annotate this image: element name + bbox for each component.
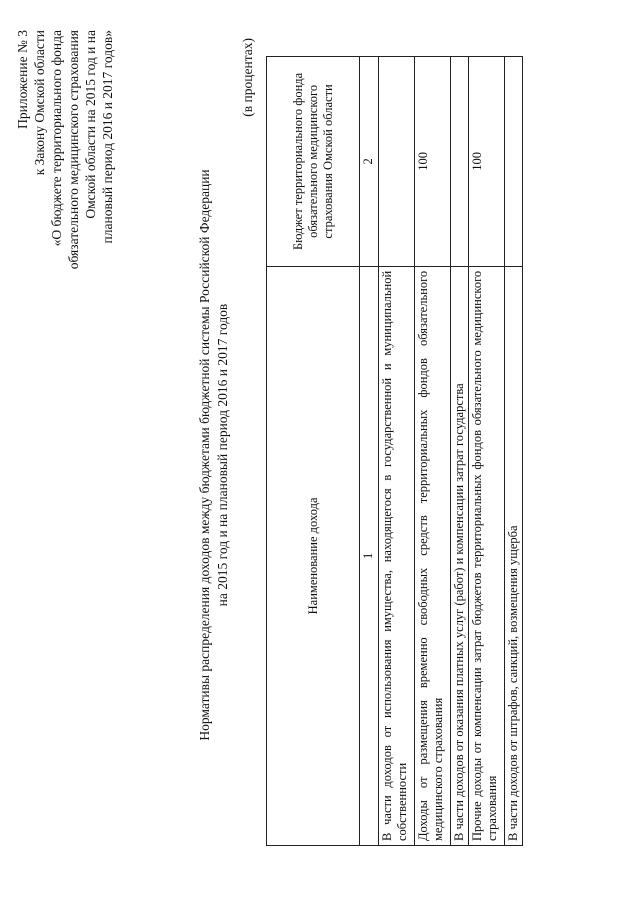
- appendix-header: [14, 30, 116, 269]
- table-header-row: [267, 57, 360, 846]
- value-cell: 100: [469, 57, 505, 267]
- appendix-line: Омской области на 2015 год и на: [83, 30, 98, 219]
- column-number-row: [360, 57, 379, 846]
- appendix-line: «О бюджете территориального фонда: [49, 30, 64, 247]
- document-title: [196, 65, 232, 845]
- value-cell: [505, 57, 523, 267]
- title-line-2: на 2015 год и на плановый период 2016 и 2017 годов: [215, 303, 230, 607]
- value-cell: [379, 57, 415, 267]
- header-income-name: Наименование дохода: [267, 266, 360, 845]
- table-row: [469, 57, 505, 846]
- income-name-cell: В части доходов от оказания платных услуг (работ) и компенсации затрат государства: [451, 266, 469, 845]
- norms-table: [266, 56, 523, 846]
- header-budget: Бюджет территориального фонда обязательного медицинского страхования Омской области: [267, 57, 360, 267]
- table-row: [415, 57, 451, 846]
- table-row: [451, 57, 469, 846]
- appendix-line: к Закону Омской области: [32, 30, 47, 176]
- appendix-line: обязательного медицинского страхования: [66, 30, 81, 270]
- value-cell: 100: [415, 57, 451, 267]
- table-row: [379, 57, 415, 846]
- appendix-line: Приложение № 3: [15, 30, 30, 129]
- income-name-cell: В части доходов от штрафов, санкций, возмещения ущерба: [505, 266, 523, 845]
- income-name-cell: В части доходов от использования имущества, находящегося в государственной и муниципальной собственности: [379, 266, 415, 845]
- table-row: [505, 57, 523, 846]
- unit-note: (в процентах): [240, 38, 255, 117]
- column-number: 1: [360, 266, 379, 845]
- income-name-cell: Прочие доходы от компенсации затрат бюджетов территориальных фондов обязательного медицинского страхования: [469, 266, 505, 845]
- column-number: 2: [360, 57, 379, 267]
- appendix-line: плановый период 2016 и 2017 годов»: [100, 30, 115, 244]
- value-cell: [451, 57, 469, 267]
- income-name-cell: Доходы от размещения временно свободных средств территориальных фондов обязательного медицинского страхования: [415, 266, 451, 845]
- title-line-1: Нормативы распределения доходов между бюджетами бюджетной системы Российской Федерации: [197, 169, 212, 741]
